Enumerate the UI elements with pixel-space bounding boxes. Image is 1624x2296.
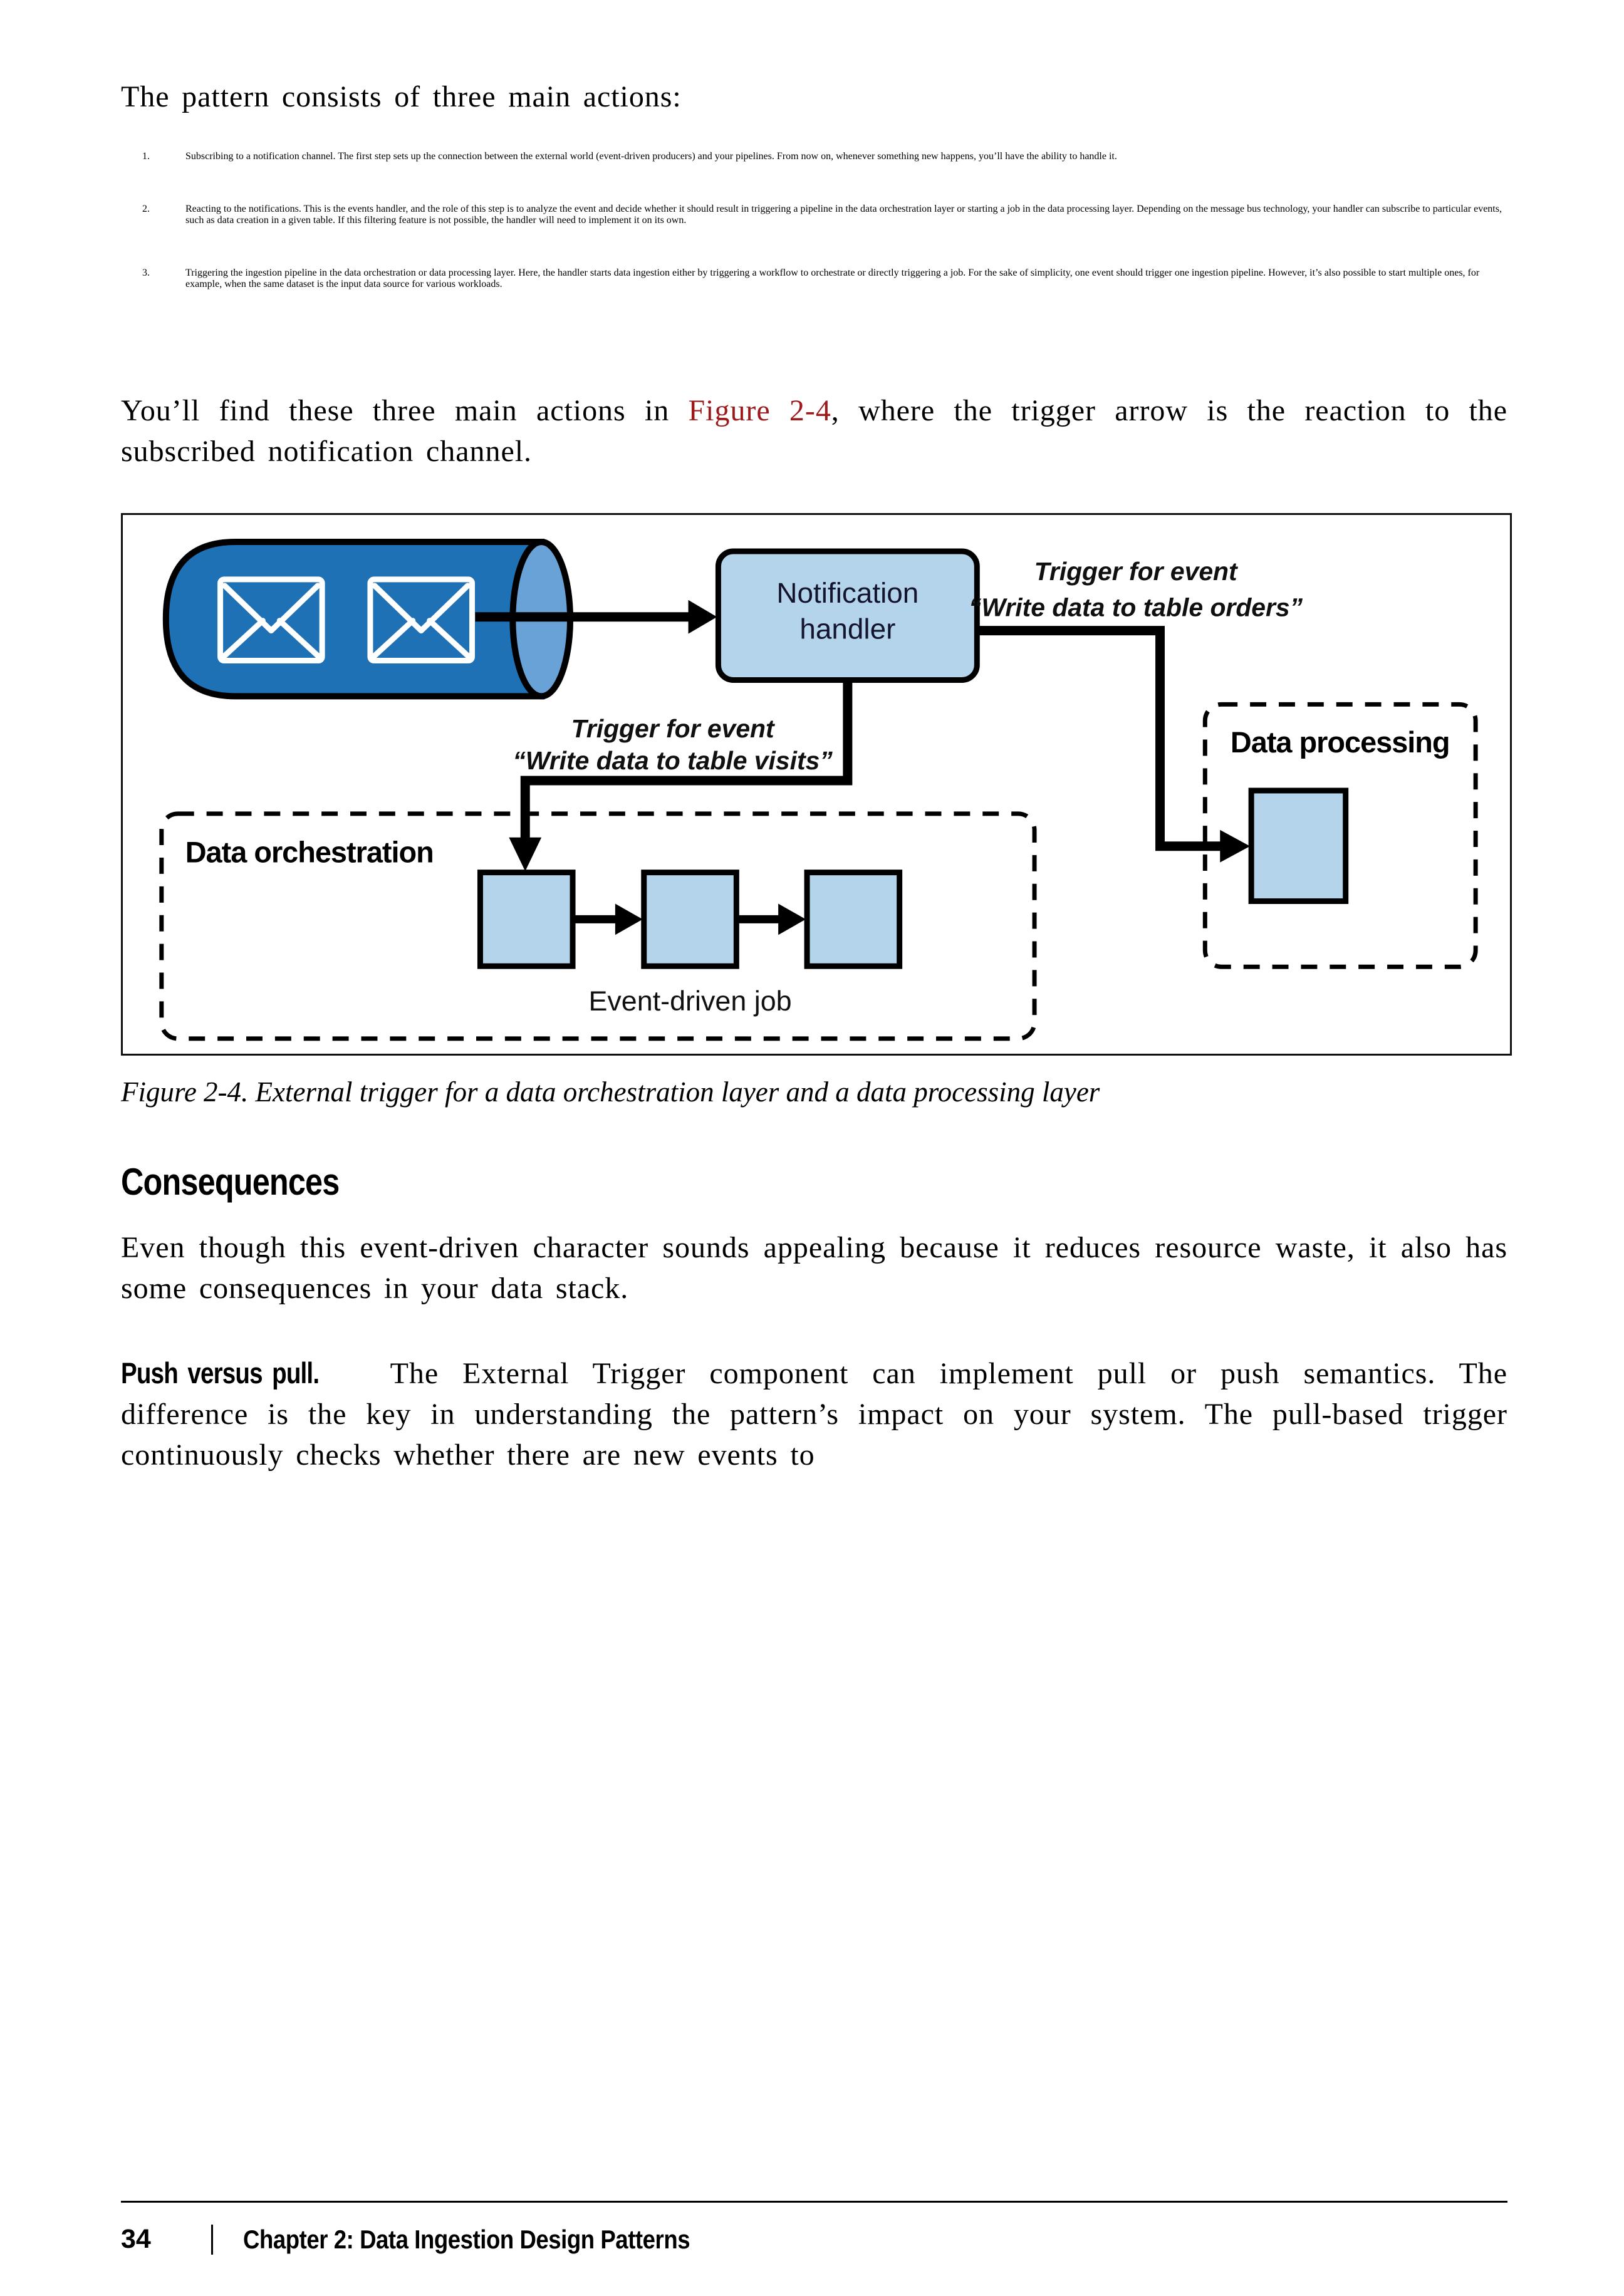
trigger-visits-label-line1: Trigger for event <box>571 714 774 744</box>
figure-2-4-link[interactable]: Figure 2-4 <box>688 394 831 427</box>
consequences-heading <box>121 1162 1507 1202</box>
figure-reference-paragraph <box>121 390 1507 472</box>
data-orchestration-label: Data orchestration <box>185 836 434 869</box>
workflow-step-rect <box>807 873 900 967</box>
figure-ref-text-before: You’ll find these three main actions in <box>121 394 689 427</box>
consequences-paragraph: Even though this event-driven character sounds appealing because it reduces resource waste, it also has some consequences in your data stack. <box>121 1231 1507 1305</box>
arrowhead-icon <box>778 903 806 935</box>
handler-label-line1: Notification <box>776 576 919 609</box>
list-item <box>121 204 1507 226</box>
push-pull-paragraph <box>121 1353 1507 1475</box>
data-processing-box <box>1205 704 1476 967</box>
data-orchestration-box <box>162 814 1034 1039</box>
figure-2-4-diagram <box>123 515 1510 1054</box>
step1-to-step2-arrow <box>574 903 643 935</box>
figure-2-4 <box>121 513 1512 1056</box>
footer-separator-bar <box>211 2225 213 2255</box>
handler-label-line2: handler <box>799 612 896 645</box>
numbered-list <box>121 151 1507 290</box>
list-item <box>121 151 1507 162</box>
notification-handler-box <box>718 551 977 680</box>
list-item-text: Reacting to the notifications. This is the events handler, and the role of this step is to analyze the event and decide whether it should result in triggering a pipeline in the data orchestration layer or starting a job in the data processing layer. Depending on the message bus technology, your handler can subscribe to particular events, such as data creation in a given table. If this filtering feature is not possible, the handler will need to implement it on its own. <box>185 204 1502 226</box>
arrowhead-icon <box>509 838 541 871</box>
page-number: 34 <box>121 2224 151 2254</box>
data-processing-label: Data processing <box>1230 726 1450 759</box>
list-item-number: 3. <box>142 268 150 278</box>
workflow-step-rect <box>644 873 737 967</box>
consequences-heading-text: Consequences <box>121 1161 340 1203</box>
processing-job-rect <box>1251 791 1346 901</box>
list-item-text: Subscribing to a notification channel. The first step sets up the connection between the external world (event-driven producers) and your pipelines. From now on, whenever something new happens, you’ll have the ability to handle it. <box>185 151 1117 162</box>
handler-to-orchestration-arrow <box>509 680 848 871</box>
arrowhead-icon <box>615 903 643 935</box>
intro-paragraph: The pattern consists of three main actions: <box>121 80 682 113</box>
trigger-orders-label-line1: Trigger for event <box>1034 556 1237 586</box>
figure-ref-text-after: , where the trigger arrow is the reaction to the subscribed notification channel. <box>121 394 1508 468</box>
figure-caption: Figure 2-4. External trigger for a data orchestration layer and a data processing layer <box>121 1076 1100 1108</box>
footer-chapter-title: Chapter 2: Data Ingestion Design Patterns <box>242 2224 690 2254</box>
push-pull-run-in-text: Push versus pull. <box>121 1356 320 1390</box>
trigger-visits-label-line2: “Write data to table visits” <box>513 746 833 776</box>
trigger-orders-label-line2: “Write data to table orders” <box>969 593 1303 622</box>
step2-to-step3-arrow <box>737 903 806 935</box>
event-driven-job-label: Event-driven job <box>588 985 792 1017</box>
list-item-text: Triggering the ingestion pipeline in the data orchestration or data processing layer. Here, the handler starts data ingestion either by triggering a workflow to orchestrate or directly triggering a job. For the sake of simplicity, one event should trigger one ingestion pipeline. However, it’s also possible to start multiple ones, for example, when the same dataset is the input data source for various workloads. <box>185 268 1480 289</box>
page-footer <box>121 2201 1507 2255</box>
push-pull-text: The External Trigger component can implement pull or push semantics. The difference is the key in understanding the pattern’s impact on your system. The pull-based trigger continuously checks whether there are new events to <box>121 1357 1507 1472</box>
arrowhead-icon <box>689 600 717 634</box>
list-item <box>121 268 1507 290</box>
list-item-number: 2. <box>142 204 150 214</box>
footer-row <box>121 2224 1507 2255</box>
workflow-step-rect <box>480 873 573 967</box>
push-pull-run-in-heading <box>121 1356 363 1390</box>
arrowhead-icon <box>1220 830 1250 863</box>
handler-to-processing-arrow <box>977 631 1250 863</box>
list-item-number: 1. <box>142 151 150 162</box>
